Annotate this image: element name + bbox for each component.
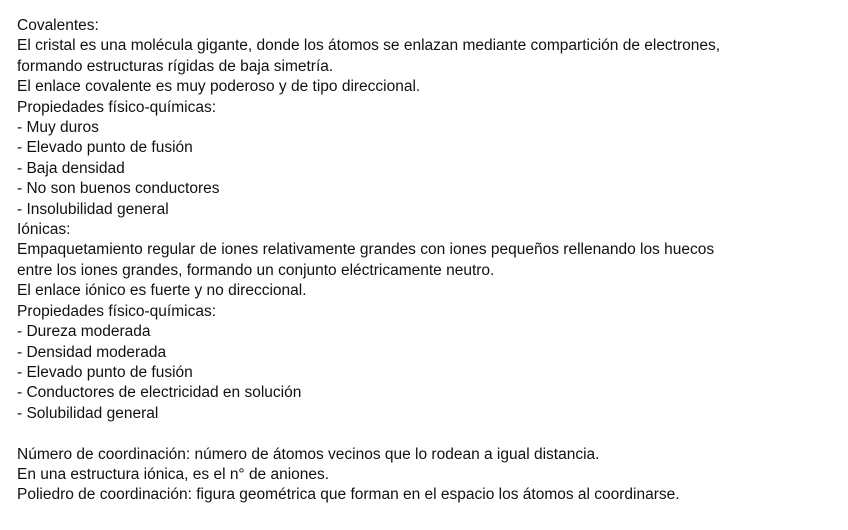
paragraph-spacer	[17, 424, 837, 444]
ionicas-properties-heading: Propiedades físico-químicas:	[17, 302, 217, 320]
covalentes-property-item: - Muy duros	[17, 119, 99, 137]
ionicas-description-line: Empaquetamiento regular de iones relativamente grandes con iones pequeños rellenando los huecos	[17, 241, 715, 259]
ionicas-description-line: El enlace iónico es fuerte y no direccional.	[17, 282, 307, 300]
covalentes-description-line: formando estructuras rígidas de baja simetría.	[17, 57, 334, 75]
document-body	[17, 16, 837, 506]
coordination-definition-line: Número de coordinación: número de átomos vecinos que lo rodean a igual distancia.	[17, 445, 600, 463]
ionicas-property-item: - Densidad moderada	[17, 343, 167, 361]
coordination-definition-line: En una estructura iónica, es el n° de aniones.	[17, 465, 330, 483]
covalentes-property-item: - Baja densidad	[17, 159, 125, 177]
covalentes-property-item: - Insolubilidad general	[17, 200, 169, 218]
ionicas-description-line: entre los iones grandes, formando un conjunto eléctricamente neutro.	[17, 261, 495, 279]
ionicas-property-item: - Elevado punto de fusión	[17, 363, 193, 381]
covalentes-property-item: - No son buenos conductores	[17, 180, 220, 198]
ionicas-property-item: - Dureza moderada	[17, 323, 151, 341]
section-heading-covalentes: Covalentes:	[17, 17, 99, 34]
covalentes-description-line: El enlace covalente es muy poderoso y de tipo direccional.	[17, 78, 421, 96]
ionicas-property-item: - Conductores de electricidad en solución	[17, 384, 302, 402]
coordination-definition-line: Poliedro de coordinación: figura geométrica que forman en el espacio los átomos al coordinarse.	[17, 486, 680, 504]
section-heading-ionicas: Iónicas:	[17, 221, 71, 239]
covalentes-property-item: - Elevado punto de fusión	[17, 139, 193, 157]
ionicas-property-item: - Solubilidad general	[17, 404, 159, 422]
covalentes-description-line: El cristal es una molécula gigante, donde los átomos se enlazan mediante compartición de electrones,	[17, 37, 721, 55]
covalentes-properties-heading: Propiedades físico-químicas:	[17, 98, 217, 116]
